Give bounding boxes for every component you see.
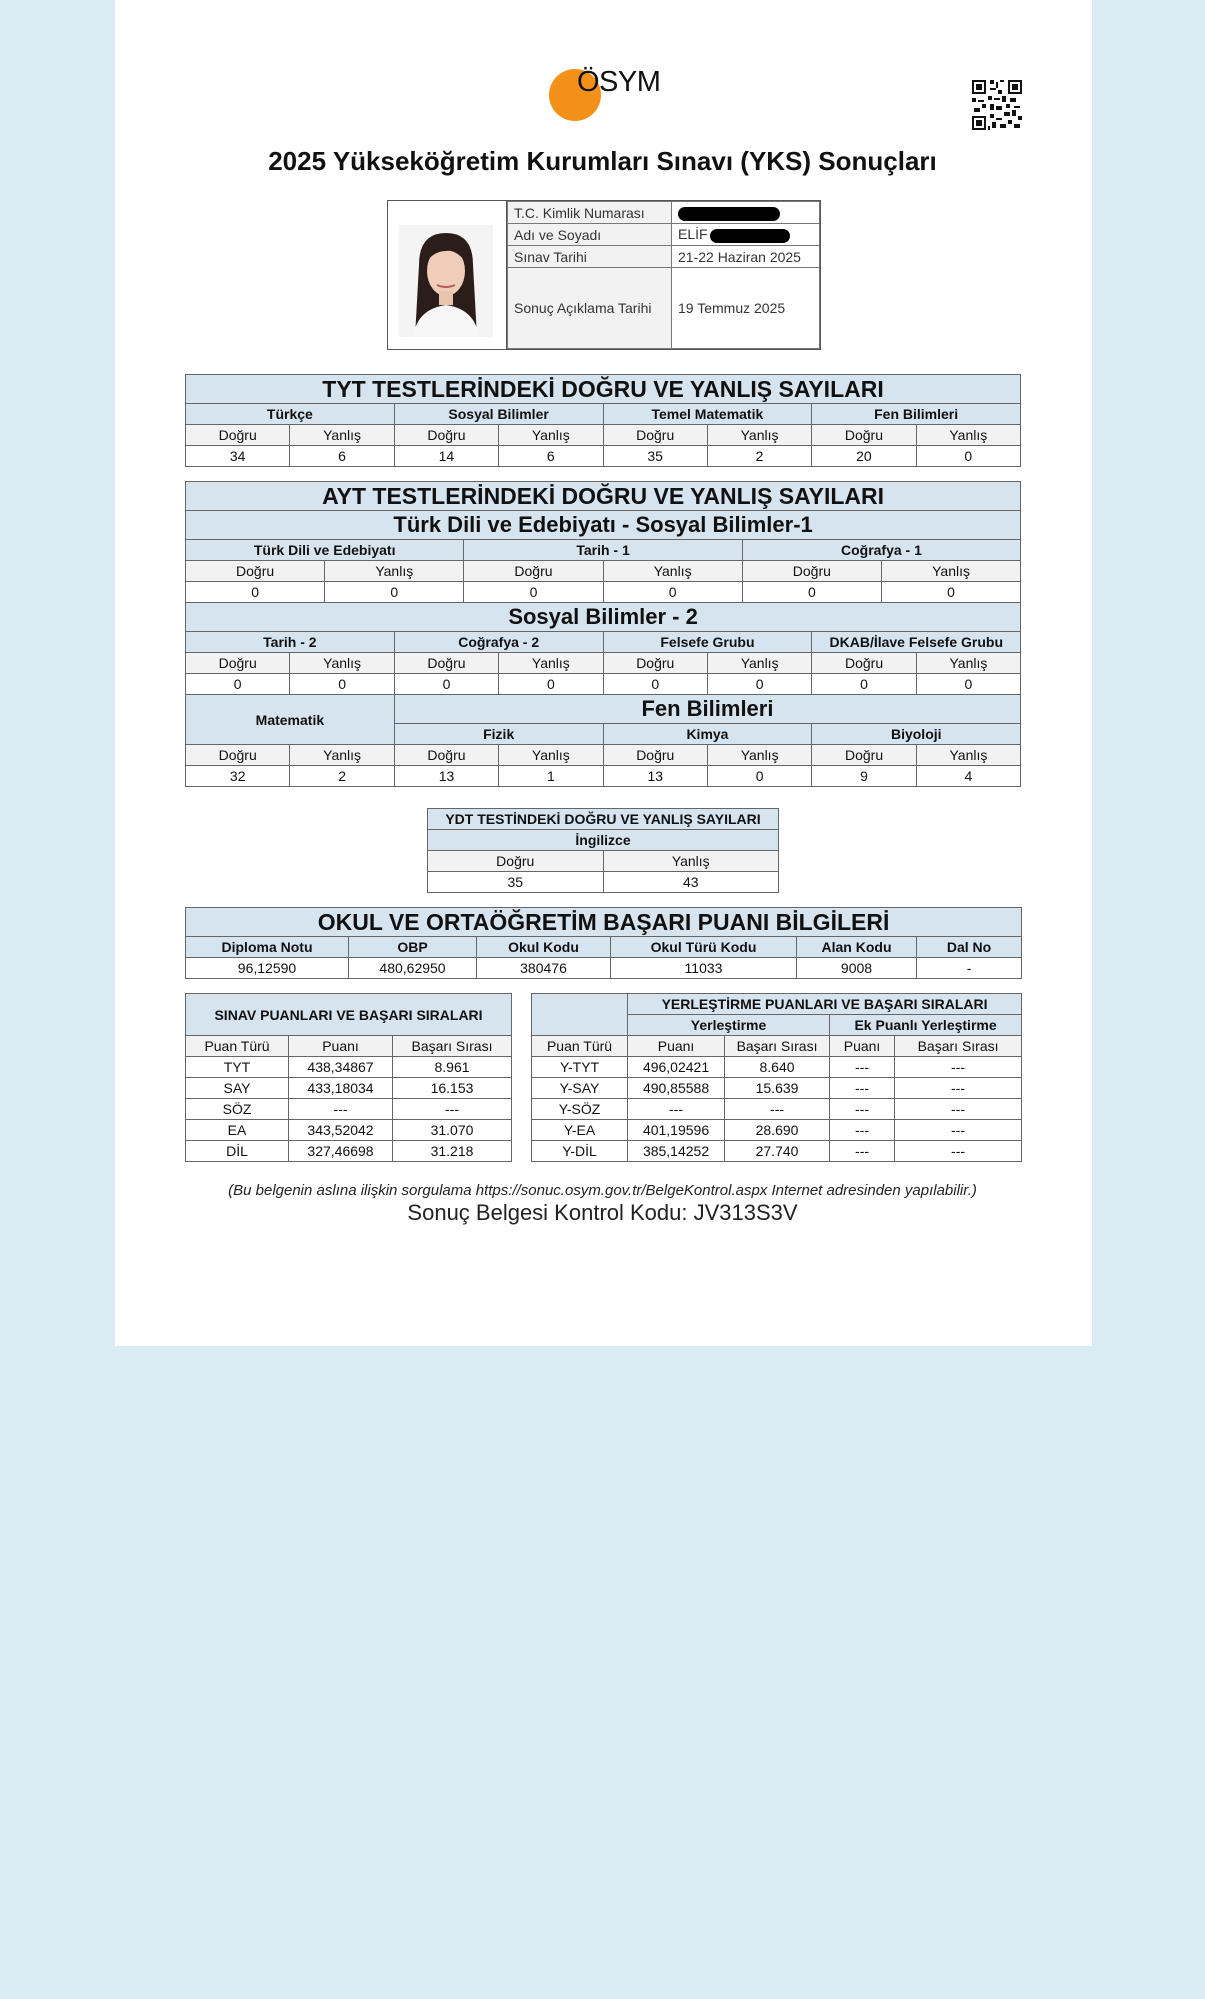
okul-header: Okul Kodu bbox=[477, 937, 611, 958]
id-value-name-cell bbox=[672, 224, 820, 246]
sinav-cell: EA bbox=[186, 1120, 289, 1141]
dogru-label: Doğru bbox=[186, 425, 290, 446]
ayt-value: 13 bbox=[394, 766, 498, 787]
dogru-label: Doğru bbox=[394, 425, 498, 446]
yer-cell: Y-EA bbox=[532, 1120, 628, 1141]
tyt-value: 6 bbox=[290, 446, 394, 467]
ayt-value: 0 bbox=[881, 582, 1020, 603]
ayt-value: 0 bbox=[290, 674, 394, 695]
logo-text: ÖSYM bbox=[577, 66, 661, 98]
yanlis-label: Yanlış bbox=[499, 425, 603, 446]
dogru-label: Doğru bbox=[428, 851, 604, 872]
sinav-cell: 16.153 bbox=[393, 1078, 512, 1099]
yer-cell: --- bbox=[725, 1099, 830, 1120]
tyt-value: 34 bbox=[186, 446, 290, 467]
ayt-test-header: Coğrafya - 1 bbox=[742, 540, 1020, 561]
yanlis-label: Yanlış bbox=[499, 745, 603, 766]
sinav-cell: SAY bbox=[186, 1078, 289, 1099]
table-gap bbox=[512, 994, 532, 1162]
ayt-matematik-header: Matematik bbox=[186, 695, 395, 745]
yanlis-label: Yanlış bbox=[916, 425, 1020, 446]
yer-group2: Ek Puanlı Yerleştirme bbox=[830, 1015, 1022, 1036]
verification-note: (Bu belgenin aslına ilişkin sorgulama https://sonuc.osym.gov.tr/BelgeKontrol.aspx Internet adresinden yapılabilir.) bbox=[228, 1182, 977, 1199]
yer-header: Puanı bbox=[830, 1036, 895, 1057]
id-label-tc: T.C. Kimlik Numarası bbox=[508, 202, 672, 224]
ayt-value: 0 bbox=[186, 582, 325, 603]
okul-header: Alan Kodu bbox=[797, 937, 917, 958]
yer-cell: --- bbox=[895, 1099, 1022, 1120]
okul-value: 380476 bbox=[477, 958, 611, 979]
okul-title: OKUL VE ORTAÖĞRETİM BAŞARI PUANI BİLGİLERİ bbox=[186, 908, 1022, 937]
control-code: Sonuç Belgesi Kontrol Kodu: JV313S3V bbox=[407, 1200, 798, 1225]
sinav-header: Puanı bbox=[289, 1036, 393, 1057]
ayt-value: 0 bbox=[603, 674, 707, 695]
photo-cell bbox=[388, 201, 507, 349]
sinav-cell: --- bbox=[393, 1099, 512, 1120]
yer-cell: --- bbox=[830, 1120, 895, 1141]
sinav-cell: SÖZ bbox=[186, 1099, 289, 1120]
sinav-cell: 327,46698 bbox=[289, 1141, 393, 1162]
yer-cell: 28.690 bbox=[725, 1120, 830, 1141]
yer-cell: --- bbox=[895, 1141, 1022, 1162]
sinav-header: Başarı Sırası bbox=[393, 1036, 512, 1057]
yer-cell: --- bbox=[830, 1057, 895, 1078]
qr-code-icon bbox=[972, 80, 1022, 130]
ayt-test-header: Fizik bbox=[394, 724, 603, 745]
dogru-label: Doğru bbox=[603, 653, 707, 674]
identity-box bbox=[387, 200, 821, 350]
ayt-test-header: Biyoloji bbox=[812, 724, 1021, 745]
sinav-cell: 8.961 bbox=[393, 1057, 512, 1078]
sinav-cell: 438,34867 bbox=[289, 1057, 393, 1078]
yanlis-label: Yanlış bbox=[290, 653, 394, 674]
tyt-table bbox=[185, 374, 1021, 467]
ayt-value: 0 bbox=[394, 674, 498, 695]
dogru-label: Doğru bbox=[464, 561, 603, 582]
id-value-result-date: 19 Temmuz 2025 bbox=[672, 268, 820, 349]
yanlis-label: Yanlış bbox=[290, 745, 394, 766]
yer-cell: --- bbox=[895, 1120, 1022, 1141]
ayt-value: 0 bbox=[707, 674, 811, 695]
ydt-title: YDT TESTİNDEKİ DOĞRU VE YANLIŞ SAYILARI bbox=[428, 809, 779, 830]
yer-header: Başarı Sırası bbox=[725, 1036, 830, 1057]
dogru-label: Doğru bbox=[186, 745, 290, 766]
ayt-test-header: Tarih - 2 bbox=[186, 632, 395, 653]
sinav-cell: 343,52042 bbox=[289, 1120, 393, 1141]
dogru-label: Doğru bbox=[394, 745, 498, 766]
id-label-date: Sınav Tarihi bbox=[508, 246, 672, 268]
ayt-value: 9 bbox=[812, 766, 916, 787]
dogru-label: Doğru bbox=[742, 561, 881, 582]
tyt-test-header: Türkçe bbox=[186, 404, 395, 425]
okul-header: Dal No bbox=[917, 937, 1022, 958]
yer-cell: --- bbox=[830, 1099, 895, 1120]
okul-header: OBP bbox=[349, 937, 477, 958]
yanlis-label: Yanlış bbox=[325, 561, 464, 582]
yer-title: YERLEŞTİRME PUANLARI VE BAŞARI SIRALARI bbox=[628, 994, 1022, 1015]
okul-value: 96,12590 bbox=[186, 958, 349, 979]
dogru-label: Doğru bbox=[603, 425, 707, 446]
yanlis-label: Yanlış bbox=[499, 653, 603, 674]
tyt-test-header: Temel Matematik bbox=[603, 404, 812, 425]
osym-logo bbox=[549, 66, 659, 126]
yer-cell: Y-TYT bbox=[532, 1057, 628, 1078]
yer-cell: --- bbox=[830, 1078, 895, 1099]
yer-cell: 401,19596 bbox=[628, 1120, 725, 1141]
sinav-title: SINAV PUANLARI VE BAŞARI SIRALARI bbox=[186, 994, 512, 1036]
tyt-test-header: Fen Bilimleri bbox=[812, 404, 1021, 425]
tyt-title: TYT TESTLERİNDEKİ DOĞRU VE YANLIŞ SAYILARI bbox=[186, 375, 1021, 404]
dogru-label: Doğru bbox=[394, 653, 498, 674]
dogru-label: Doğru bbox=[186, 653, 290, 674]
tyt-value: 35 bbox=[603, 446, 707, 467]
ydt-value: 35 bbox=[428, 872, 604, 893]
ayt-test-header: Tarih - 1 bbox=[464, 540, 742, 561]
ayt-title: AYT TESTLERİNDEKİ DOĞRU VE YANLIŞ SAYILARI bbox=[186, 482, 1021, 511]
okul-header: Diploma Notu bbox=[186, 937, 349, 958]
tyt-value: 0 bbox=[916, 446, 1020, 467]
ayt-value: 1 bbox=[499, 766, 603, 787]
ayt-value: 0 bbox=[499, 674, 603, 695]
tyt-value: 14 bbox=[394, 446, 498, 467]
yer-cell: --- bbox=[628, 1099, 725, 1120]
sinav-cell: TYT bbox=[186, 1057, 289, 1078]
tyt-value: 2 bbox=[707, 446, 811, 467]
yer-group1: Yerleştirme bbox=[628, 1015, 830, 1036]
ayt-section1-title: Türk Dili ve Edebiyatı - Sosyal Bilimler-1 bbox=[186, 511, 1021, 540]
sinav-cell: DİL bbox=[186, 1141, 289, 1162]
yer-header: Puan Türü bbox=[532, 1036, 628, 1057]
identity-table bbox=[507, 201, 820, 349]
yer-header: Puanı bbox=[628, 1036, 725, 1057]
dogru-label: Doğru bbox=[812, 745, 916, 766]
yer-cell: 27.740 bbox=[725, 1141, 830, 1162]
yer-cell: --- bbox=[895, 1057, 1022, 1078]
yer-cell: Y-SAY bbox=[532, 1078, 628, 1099]
id-value-tc bbox=[672, 202, 820, 224]
ayt-test-header: Kimya bbox=[603, 724, 812, 745]
ayt-section2-title: Sosyal Bilimler - 2 bbox=[186, 603, 1021, 632]
yer-cell: 496,02421 bbox=[628, 1057, 725, 1078]
redaction-bar bbox=[710, 229, 790, 243]
yer-cell: 385,14252 bbox=[628, 1141, 725, 1162]
okul-value: - bbox=[917, 958, 1022, 979]
sinav-header: Puan Türü bbox=[186, 1036, 289, 1057]
ayt-value: 0 bbox=[916, 674, 1020, 695]
ayt-value: 0 bbox=[464, 582, 603, 603]
id-label-result-date: Sonuç Açıklama Tarihi bbox=[508, 268, 672, 349]
ayt-value: 0 bbox=[707, 766, 811, 787]
dogru-label: Doğru bbox=[603, 745, 707, 766]
ayt-value: 32 bbox=[186, 766, 290, 787]
yer-header: Başarı Sırası bbox=[895, 1036, 1022, 1057]
yanlis-label: Yanlış bbox=[707, 425, 811, 446]
tyt-value: 20 bbox=[812, 446, 916, 467]
yer-empty-corner bbox=[532, 994, 628, 1036]
page-title: 2025 Yükseköğretim Kurumları Sınavı (YKS) Sonuçları bbox=[268, 146, 937, 176]
dogru-label: Doğru bbox=[186, 561, 325, 582]
id-label-name: Adı ve Soyadı bbox=[508, 224, 672, 246]
yanlis-label: Yanlış bbox=[916, 653, 1020, 674]
ayt-test-header: Coğrafya - 2 bbox=[394, 632, 603, 653]
yer-cell: 15.639 bbox=[725, 1078, 830, 1099]
sinav-cell: 31.070 bbox=[393, 1120, 512, 1141]
id-value-name: ELİF bbox=[678, 226, 708, 243]
ayt-value: 0 bbox=[603, 582, 742, 603]
ayt-table bbox=[185, 481, 1021, 787]
yanlis-label: Yanlış bbox=[290, 425, 394, 446]
ydt-table bbox=[427, 808, 779, 893]
candidate-photo bbox=[399, 225, 493, 337]
ayt-value: 0 bbox=[186, 674, 290, 695]
ayt-test-header: Felsefe Grubu bbox=[603, 632, 812, 653]
ayt-fen-title: Fen Bilimleri bbox=[394, 695, 1020, 724]
yer-cell: Y-DİL bbox=[532, 1141, 628, 1162]
ydt-language: İngilizce bbox=[428, 830, 779, 851]
tyt-test-header: Sosyal Bilimler bbox=[394, 404, 603, 425]
ydt-value: 43 bbox=[603, 872, 779, 893]
ayt-test-header: Türk Dili ve Edebiyatı bbox=[186, 540, 464, 561]
sinav-cell: 31.218 bbox=[393, 1141, 512, 1162]
sinav-cell: 433,18034 bbox=[289, 1078, 393, 1099]
yanlis-label: Yanlış bbox=[916, 745, 1020, 766]
dogru-label: Doğru bbox=[812, 425, 916, 446]
yer-cell: --- bbox=[830, 1141, 895, 1162]
yer-cell: Y-SÖZ bbox=[532, 1099, 628, 1120]
id-value-date: 21-22 Haziran 2025 bbox=[672, 246, 820, 268]
yanlis-label: Yanlış bbox=[603, 561, 742, 582]
ayt-value: 0 bbox=[742, 582, 881, 603]
sinav-cell: --- bbox=[289, 1099, 393, 1120]
okul-value: 480,62950 bbox=[349, 958, 477, 979]
redaction-bar bbox=[678, 207, 780, 221]
yer-cell: 490,85588 bbox=[628, 1078, 725, 1099]
ayt-value: 2 bbox=[290, 766, 394, 787]
yanlis-label: Yanlış bbox=[881, 561, 1020, 582]
yer-cell: --- bbox=[895, 1078, 1022, 1099]
ayt-value: 4 bbox=[916, 766, 1020, 787]
ayt-value: 0 bbox=[812, 674, 916, 695]
okul-value: 9008 bbox=[797, 958, 917, 979]
dogru-label: Doğru bbox=[812, 653, 916, 674]
ayt-value: 0 bbox=[325, 582, 464, 603]
tyt-value: 6 bbox=[499, 446, 603, 467]
yanlis-label: Yanlış bbox=[707, 745, 811, 766]
yer-cell: 8.640 bbox=[725, 1057, 830, 1078]
okul-table bbox=[185, 907, 1022, 979]
okul-value: 11033 bbox=[611, 958, 797, 979]
ayt-test-header: DKAB/İlave Felsefe Grubu bbox=[812, 632, 1021, 653]
yanlis-label: Yanlış bbox=[707, 653, 811, 674]
puan-table bbox=[185, 993, 1022, 1162]
yanlis-label: Yanlış bbox=[603, 851, 779, 872]
ayt-value: 13 bbox=[603, 766, 707, 787]
okul-header: Okul Türü Kodu bbox=[611, 937, 797, 958]
